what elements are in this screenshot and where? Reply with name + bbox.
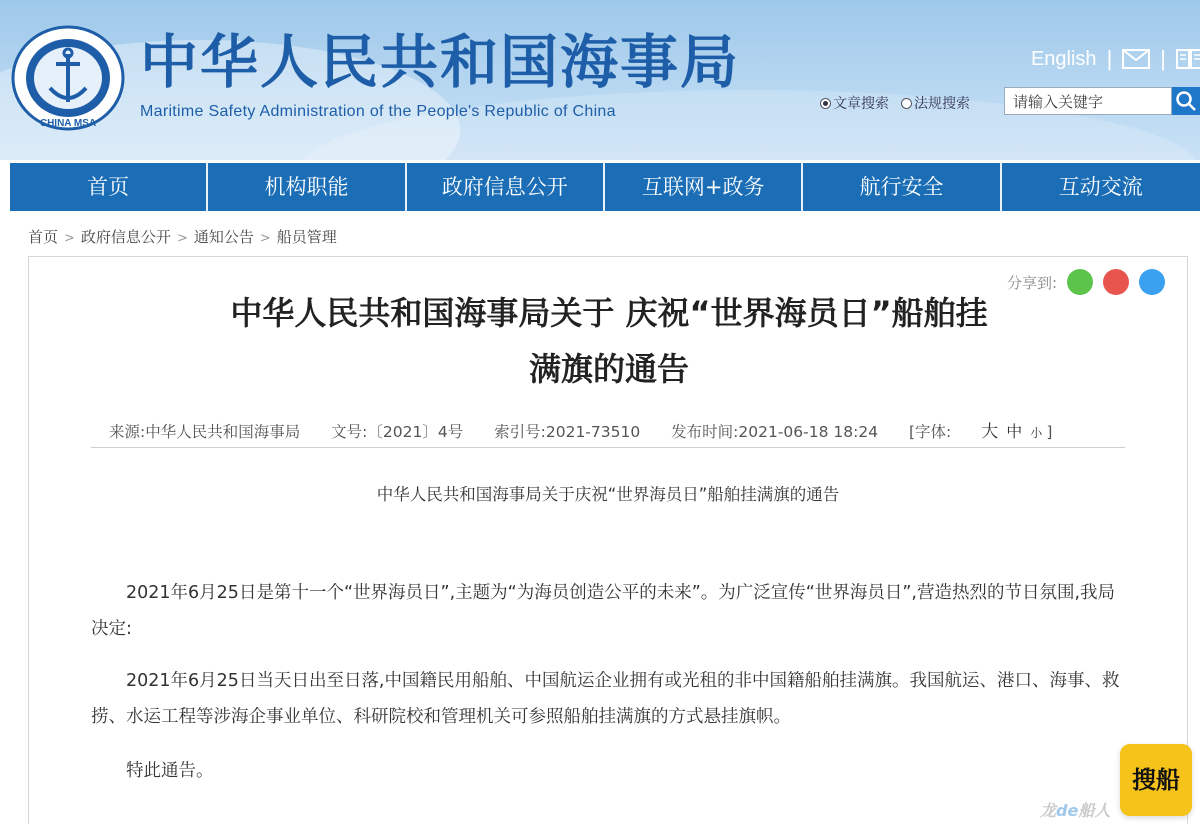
weibo-icon[interactable] <box>1103 269 1129 295</box>
article-meta <box>109 417 1109 442</box>
font-small-button[interactable]: 小 <box>1030 426 1043 440</box>
nav-item-home[interactable]: 首页 <box>10 163 208 211</box>
mail-icon[interactable] <box>1122 49 1150 69</box>
nav-item-navigation-safety[interactable]: 航行安全 <box>803 163 1001 211</box>
main-nav <box>10 163 1200 211</box>
divider: | <box>1160 46 1166 71</box>
watermark: 龙de船人 <box>1040 801 1111 820</box>
nav-item-gov-info[interactable]: 政府信息公开 <box>407 163 605 211</box>
site-title: 中华人民共和国海事局 <box>140 28 741 96</box>
breadcrumb <box>28 226 337 247</box>
msa-logo-icon[interactable] <box>10 24 126 132</box>
article-paragraph: 特此通告。 <box>126 761 214 781</box>
article-container <box>28 256 1188 824</box>
qq-icon[interactable] <box>1139 269 1165 295</box>
site-header <box>0 0 1200 160</box>
sou-chuan-badge[interactable]: 搜船 <box>1120 744 1192 816</box>
meta-doc-no: 文号:〔2021〕4号 <box>331 423 464 441</box>
breadcrumb-separator: > <box>259 231 271 246</box>
search-input[interactable]: 请输入关键字 <box>1004 87 1172 115</box>
radio-icon[interactable] <box>901 98 912 109</box>
search-option-law[interactable]: 法规搜索 <box>901 93 970 113</box>
breadcrumb-item-current[interactable]: 船员管理 <box>276 228 337 246</box>
meta-index-no: 索引号:2021-73510 <box>494 423 641 441</box>
divider: | <box>1106 46 1113 71</box>
article-paragraph: 2021年6月25日是第十一个“世界海员日”,主题为“为海员创造公平的未来”。为广泛宣传“世界海员日”,营造热烈的节日氛围,我局决定: <box>91 583 1116 639</box>
font-size-switch: [字体: 大 中 小 ] <box>909 422 1053 442</box>
meta-published: 发布时间:2021-06-18 18:24 <box>671 423 879 441</box>
breadcrumb-separator: > <box>64 231 75 246</box>
article-title: 中华人民共和国海事局关于 庆祝“世界海员日”船舶挂 满旗的通告 <box>230 294 988 388</box>
breadcrumb-item[interactable]: 首页 <box>28 228 59 246</box>
english-link[interactable]: English <box>1030 47 1097 70</box>
article-paragraph: 2021年6月25日当天日出至日落,中国籍民用船舶、中国航运企业拥有或光租的非中国籍船舶挂满旗。我国航运、港口、海事、救捞、水运工程等涉海企事业单位、科研院校和管理机关可参照船舶挂满旗的方式悬挂旗帜。 <box>91 671 1120 727</box>
nav-item-interaction[interactable]: 互动交流 <box>1058 175 1143 199</box>
font-large-button[interactable]: 大 <box>981 422 999 442</box>
breadcrumb-separator: > <box>176 231 188 246</box>
svg-text:CHINA MSA: CHINA MSA <box>39 118 97 129</box>
nav-item-internet-gov[interactable]: 互联网+政务 <box>605 163 803 211</box>
article-subheading: 中华人民共和国海事局关于庆祝“世界海员日”船舶挂满旗的通告 <box>376 485 840 504</box>
breadcrumb-item[interactable]: 政府信息公开 <box>80 228 171 246</box>
share-label: 分享到: <box>1007 273 1058 292</box>
nav-item-org[interactable]: 机构职能 <box>208 163 406 211</box>
site-subtitle: Maritime Safety Administration of the People's Republic of China <box>140 103 616 120</box>
font-medium-button[interactable]: 中 <box>1006 422 1023 441</box>
meta-source: 来源:中华人民共和国海事局 <box>109 423 301 441</box>
breadcrumb-item[interactable]: 通知公告 <box>193 228 254 246</box>
search-option-article[interactable]: 文章搜索 <box>820 93 889 113</box>
top-links <box>1031 44 1200 74</box>
radio-checked-icon[interactable] <box>820 98 831 109</box>
divider <box>91 447 1125 448</box>
search-options <box>820 93 970 113</box>
search-icon[interactable] <box>1172 87 1200 115</box>
book-icon[interactable] <box>1176 48 1200 70</box>
